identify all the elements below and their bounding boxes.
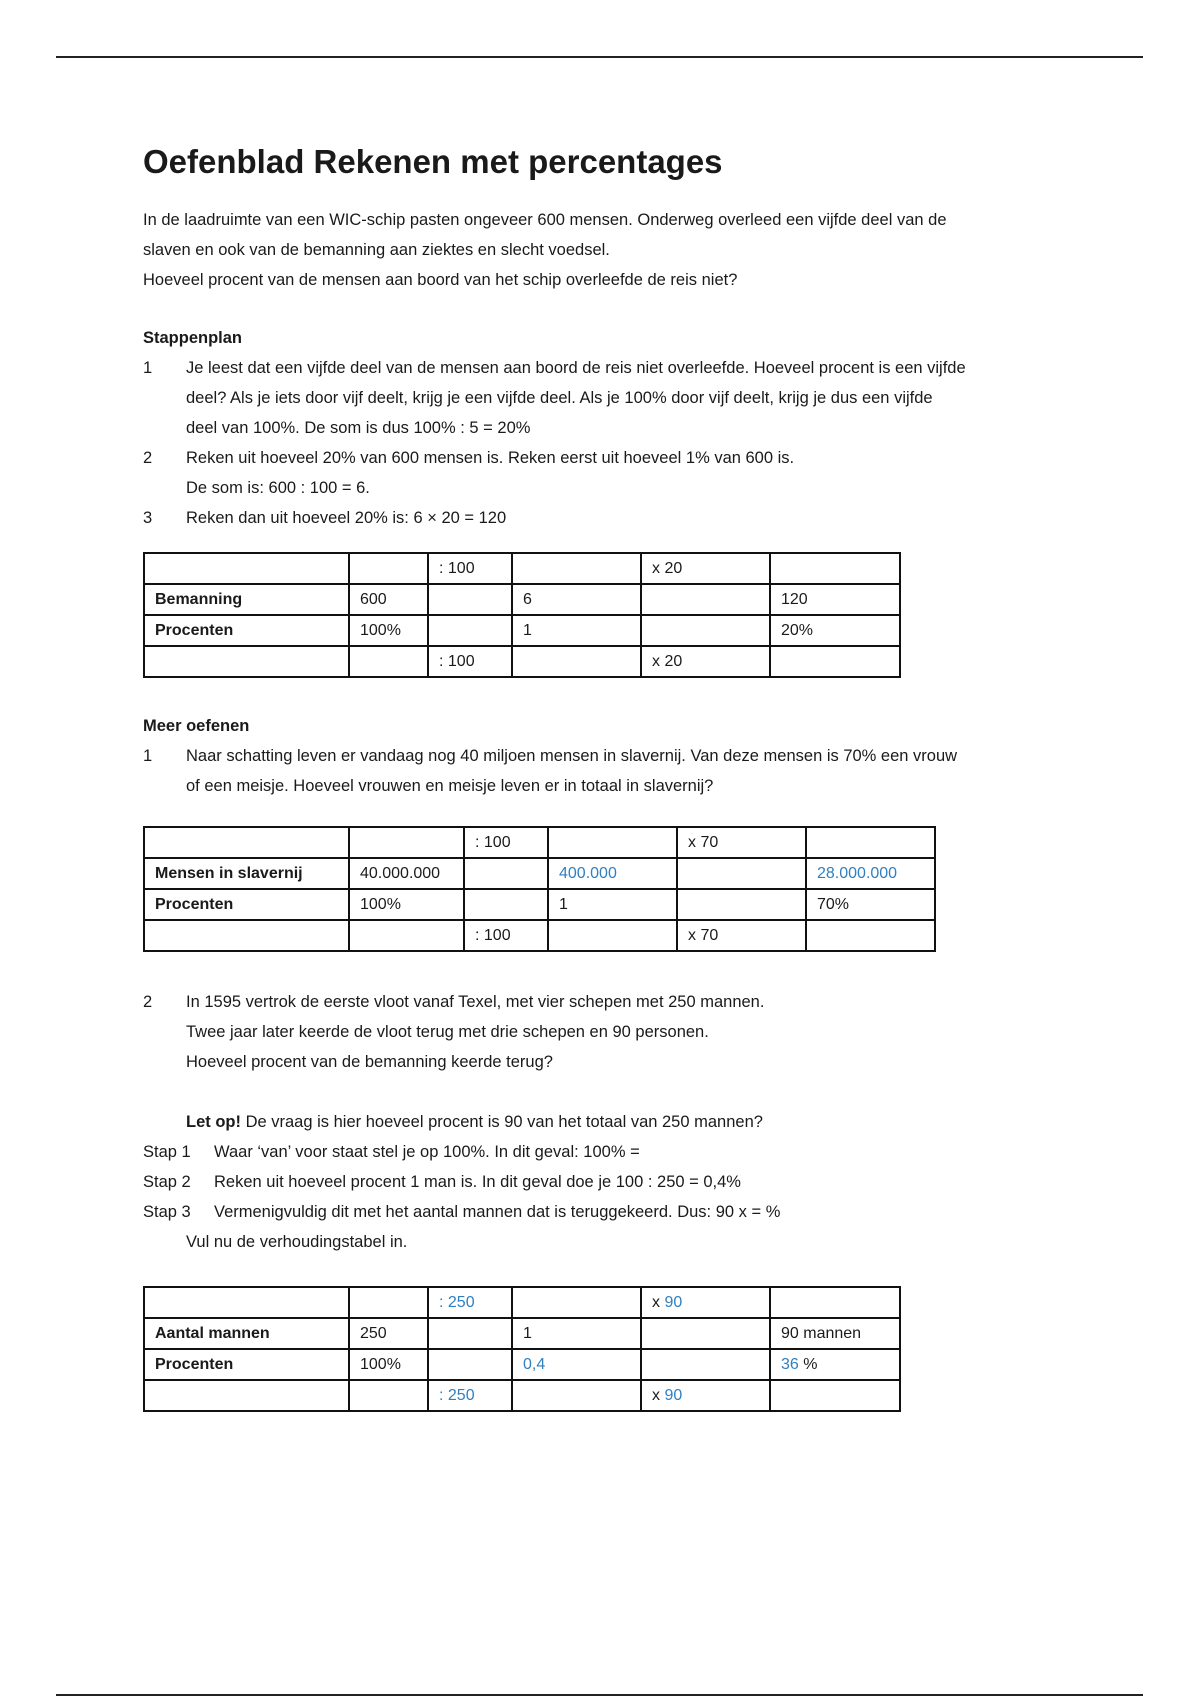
stap-label: Stap 1 xyxy=(143,1143,191,1161)
table-row xyxy=(144,584,900,615)
question-number: 2 xyxy=(143,993,153,1011)
stap-3 xyxy=(143,1197,1063,1227)
table-cell xyxy=(548,920,677,951)
table-cell: 90 mannen xyxy=(770,1318,900,1349)
step-line: Reken dan uit hoeveel 20% is: 6 × 20 = 120 xyxy=(186,509,507,527)
table-cell: 1 xyxy=(548,889,677,920)
table-cell xyxy=(641,1380,770,1411)
table-cell: : 100 xyxy=(464,920,548,951)
question-number: 1 xyxy=(143,747,153,765)
table-row xyxy=(144,1318,900,1349)
page-title: Oefenblad Rekenen met percentages xyxy=(143,143,723,180)
table-cell xyxy=(548,827,677,858)
row-label: Mensen in slavernij xyxy=(144,858,349,889)
answer-cell: 0,4 xyxy=(512,1349,641,1380)
step-number: 2 xyxy=(143,449,153,467)
table-cell: x 70 xyxy=(677,920,806,951)
table-cell: 1 xyxy=(512,1318,641,1349)
table-row xyxy=(144,858,935,889)
table-cell xyxy=(428,584,512,615)
table-cell xyxy=(677,889,806,920)
table-cell xyxy=(428,1349,512,1380)
step-number: 3 xyxy=(143,509,153,527)
let-op-note xyxy=(143,1107,1063,1137)
step-line: Reken uit hoeveel 20% van 600 mensen is. Reken eerst uit hoeveel 1% van 600 is. xyxy=(186,449,795,467)
table-cell xyxy=(512,553,641,584)
table-cell xyxy=(349,646,428,677)
table-row xyxy=(144,1349,900,1380)
table-operator-row xyxy=(144,1287,900,1318)
ratio-table-bemanning xyxy=(143,552,901,678)
let-op-label: Let op! xyxy=(186,1113,241,1131)
table-cell xyxy=(349,553,428,584)
meer-oefenen-heading: Meer oefenen xyxy=(143,717,250,735)
table-cell xyxy=(144,1380,349,1411)
intro-paragraph xyxy=(143,205,1063,295)
table-cell xyxy=(349,1287,428,1318)
stap-label: Stap 2 xyxy=(143,1173,191,1191)
ratio-table-slavernij xyxy=(143,826,936,952)
question-1 xyxy=(143,741,1063,801)
stappenplan-heading: Stappenplan xyxy=(143,329,243,347)
question-line: Naar schatting leven er vandaag nog 40 miljoen mensen in slavernij. Van deze mensen is 70% een vrouw xyxy=(186,747,958,765)
table-cell xyxy=(806,827,935,858)
footer-rule xyxy=(56,1694,1143,1696)
table-cell xyxy=(512,1287,641,1318)
table-cell: 100% xyxy=(349,615,428,646)
table-cell xyxy=(641,1287,770,1318)
operator-prefix: x xyxy=(652,1387,665,1404)
table-cell xyxy=(144,827,349,858)
step-3 xyxy=(143,503,1063,533)
table-cell: : 100 xyxy=(464,827,548,858)
table-cell xyxy=(770,553,900,584)
table-operator-row xyxy=(144,646,900,677)
table-cell: x 20 xyxy=(641,646,770,677)
question-line: In 1595 vertrok de eerste vloot vanaf Texel, met vier schepen met 250 mannen. xyxy=(186,993,765,1011)
table-cell xyxy=(512,646,641,677)
table-cell xyxy=(349,1380,428,1411)
step-line: deel van 100%. De som is dus 100% : 5 = 20% xyxy=(186,419,531,437)
table-cell: 100% xyxy=(349,889,464,920)
intro-line: In de laadruimte van een WIC-schip pasten ongeveer 600 mensen. Onderweg overleed een vijfde deel van de xyxy=(143,211,947,229)
let-op-text: De vraag is hier hoeveel procent is 90 van het totaal van 250 mannen? xyxy=(241,1113,763,1131)
step-line: Je leest dat een vijfde deel van de mensen aan boord de reis niet overleefde. Hoeveel procent is een vijfde xyxy=(186,359,966,377)
table-cell xyxy=(144,646,349,677)
table-cell: 250 xyxy=(349,1318,428,1349)
table-cell xyxy=(641,584,770,615)
table-cell: 70% xyxy=(806,889,935,920)
operator-prefix: x xyxy=(652,1294,665,1311)
table-cell xyxy=(770,1349,900,1380)
header-rule xyxy=(56,56,1143,58)
intro-line: slaven en ook van de bemanning aan ziektes en slecht voedsel. xyxy=(143,241,610,259)
table-cell: 100% xyxy=(349,1349,428,1380)
intro-line: Hoeveel procent van de mensen aan boord van het schip overleefde de reis niet? xyxy=(143,271,738,289)
table-cell: 20% xyxy=(770,615,900,646)
table-operator-row xyxy=(144,920,935,951)
table-cell xyxy=(464,889,548,920)
operator-prefix: : xyxy=(439,1387,448,1404)
table-operator-row xyxy=(144,827,935,858)
answer-value: 90 xyxy=(664,1387,683,1404)
row-label: Procenten xyxy=(144,1349,349,1380)
table-cell xyxy=(144,553,349,584)
question-line: Hoeveel procent van de bemanning keerde terug? xyxy=(186,1053,553,1071)
table-cell: 600 xyxy=(349,584,428,615)
row-label: Procenten xyxy=(144,889,349,920)
answer-value: 90 xyxy=(664,1294,683,1311)
stap-text: Reken uit hoeveel procent 1 man is. In dit geval doe je 100 : 250 = 0,4% xyxy=(214,1173,741,1191)
step-line: De som is: 600 : 100 = 6. xyxy=(186,479,370,497)
table-operator-row xyxy=(144,1380,900,1411)
answer-cell: 28.000.000 xyxy=(806,858,935,889)
table-cell xyxy=(641,1318,770,1349)
table-cell xyxy=(770,1287,900,1318)
table-cell xyxy=(428,615,512,646)
table-cell: 1 xyxy=(512,615,641,646)
ratio-table-mannen xyxy=(143,1286,901,1412)
table-cell xyxy=(144,920,349,951)
table-cell xyxy=(428,1318,512,1349)
table-cell xyxy=(806,920,935,951)
table-cell xyxy=(677,858,806,889)
stap-label: Stap 3 xyxy=(143,1203,191,1221)
table-cell xyxy=(770,646,900,677)
stap-1 xyxy=(143,1137,1063,1167)
vul-in-instruction: Vul nu de verhoudingstabel in. xyxy=(186,1233,408,1251)
table-cell: x 70 xyxy=(677,827,806,858)
table-cell xyxy=(428,1380,512,1411)
stap-text: Waar ‘van’ voor staat stel je op 100%. In dit geval: 100% = xyxy=(214,1143,640,1161)
row-label: Procenten xyxy=(144,615,349,646)
answer-value: 36 xyxy=(781,1356,799,1373)
row-label: Bemanning xyxy=(144,584,349,615)
table-cell: x 20 xyxy=(641,553,770,584)
table-cell xyxy=(464,858,548,889)
table-cell xyxy=(349,827,464,858)
step-2 xyxy=(143,443,1063,503)
table-cell: : 100 xyxy=(428,553,512,584)
table-cell xyxy=(512,1380,641,1411)
row-label: Aantal mannen xyxy=(144,1318,349,1349)
worksheet xyxy=(143,143,1063,1412)
table-cell xyxy=(349,920,464,951)
step-number: 1 xyxy=(143,359,153,377)
table-cell: 120 xyxy=(770,584,900,615)
table-cell: 6 xyxy=(512,584,641,615)
answer-value: 250 xyxy=(447,1294,475,1311)
percent-suffix: % xyxy=(798,1356,818,1373)
step-1 xyxy=(143,353,1063,443)
table-row xyxy=(144,615,900,646)
table-cell xyxy=(641,615,770,646)
operator-prefix: : xyxy=(439,1294,448,1311)
step-line: deel? Als je iets door vijf deelt, krijg je een vijfde deel. Als je 100% door vijf deelt, krijg je dus een vijfde xyxy=(186,389,933,407)
answer-cell: 400.000 xyxy=(548,858,677,889)
table-cell: : 100 xyxy=(428,646,512,677)
table-cell xyxy=(770,1380,900,1411)
answer-value: 250 xyxy=(447,1387,475,1404)
table-cell: 40.000.000 xyxy=(349,858,464,889)
question-line: of een meisje. Hoeveel vrouwen en meisje leven er in totaal in slavernij? xyxy=(186,777,714,795)
table-cell xyxy=(144,1287,349,1318)
stap-text: Vermenigvuldig dit met het aantal mannen dat is teruggekeerd. Dus: 90 x = % xyxy=(214,1203,781,1221)
question-line: Twee jaar later keerde de vloot terug met drie schepen en 90 personen. xyxy=(186,1023,709,1041)
table-operator-row xyxy=(144,553,900,584)
stap-2 xyxy=(143,1167,1063,1197)
question-2 xyxy=(143,987,1063,1077)
table-cell xyxy=(428,1287,512,1318)
table-row xyxy=(144,889,935,920)
table-cell xyxy=(641,1349,770,1380)
